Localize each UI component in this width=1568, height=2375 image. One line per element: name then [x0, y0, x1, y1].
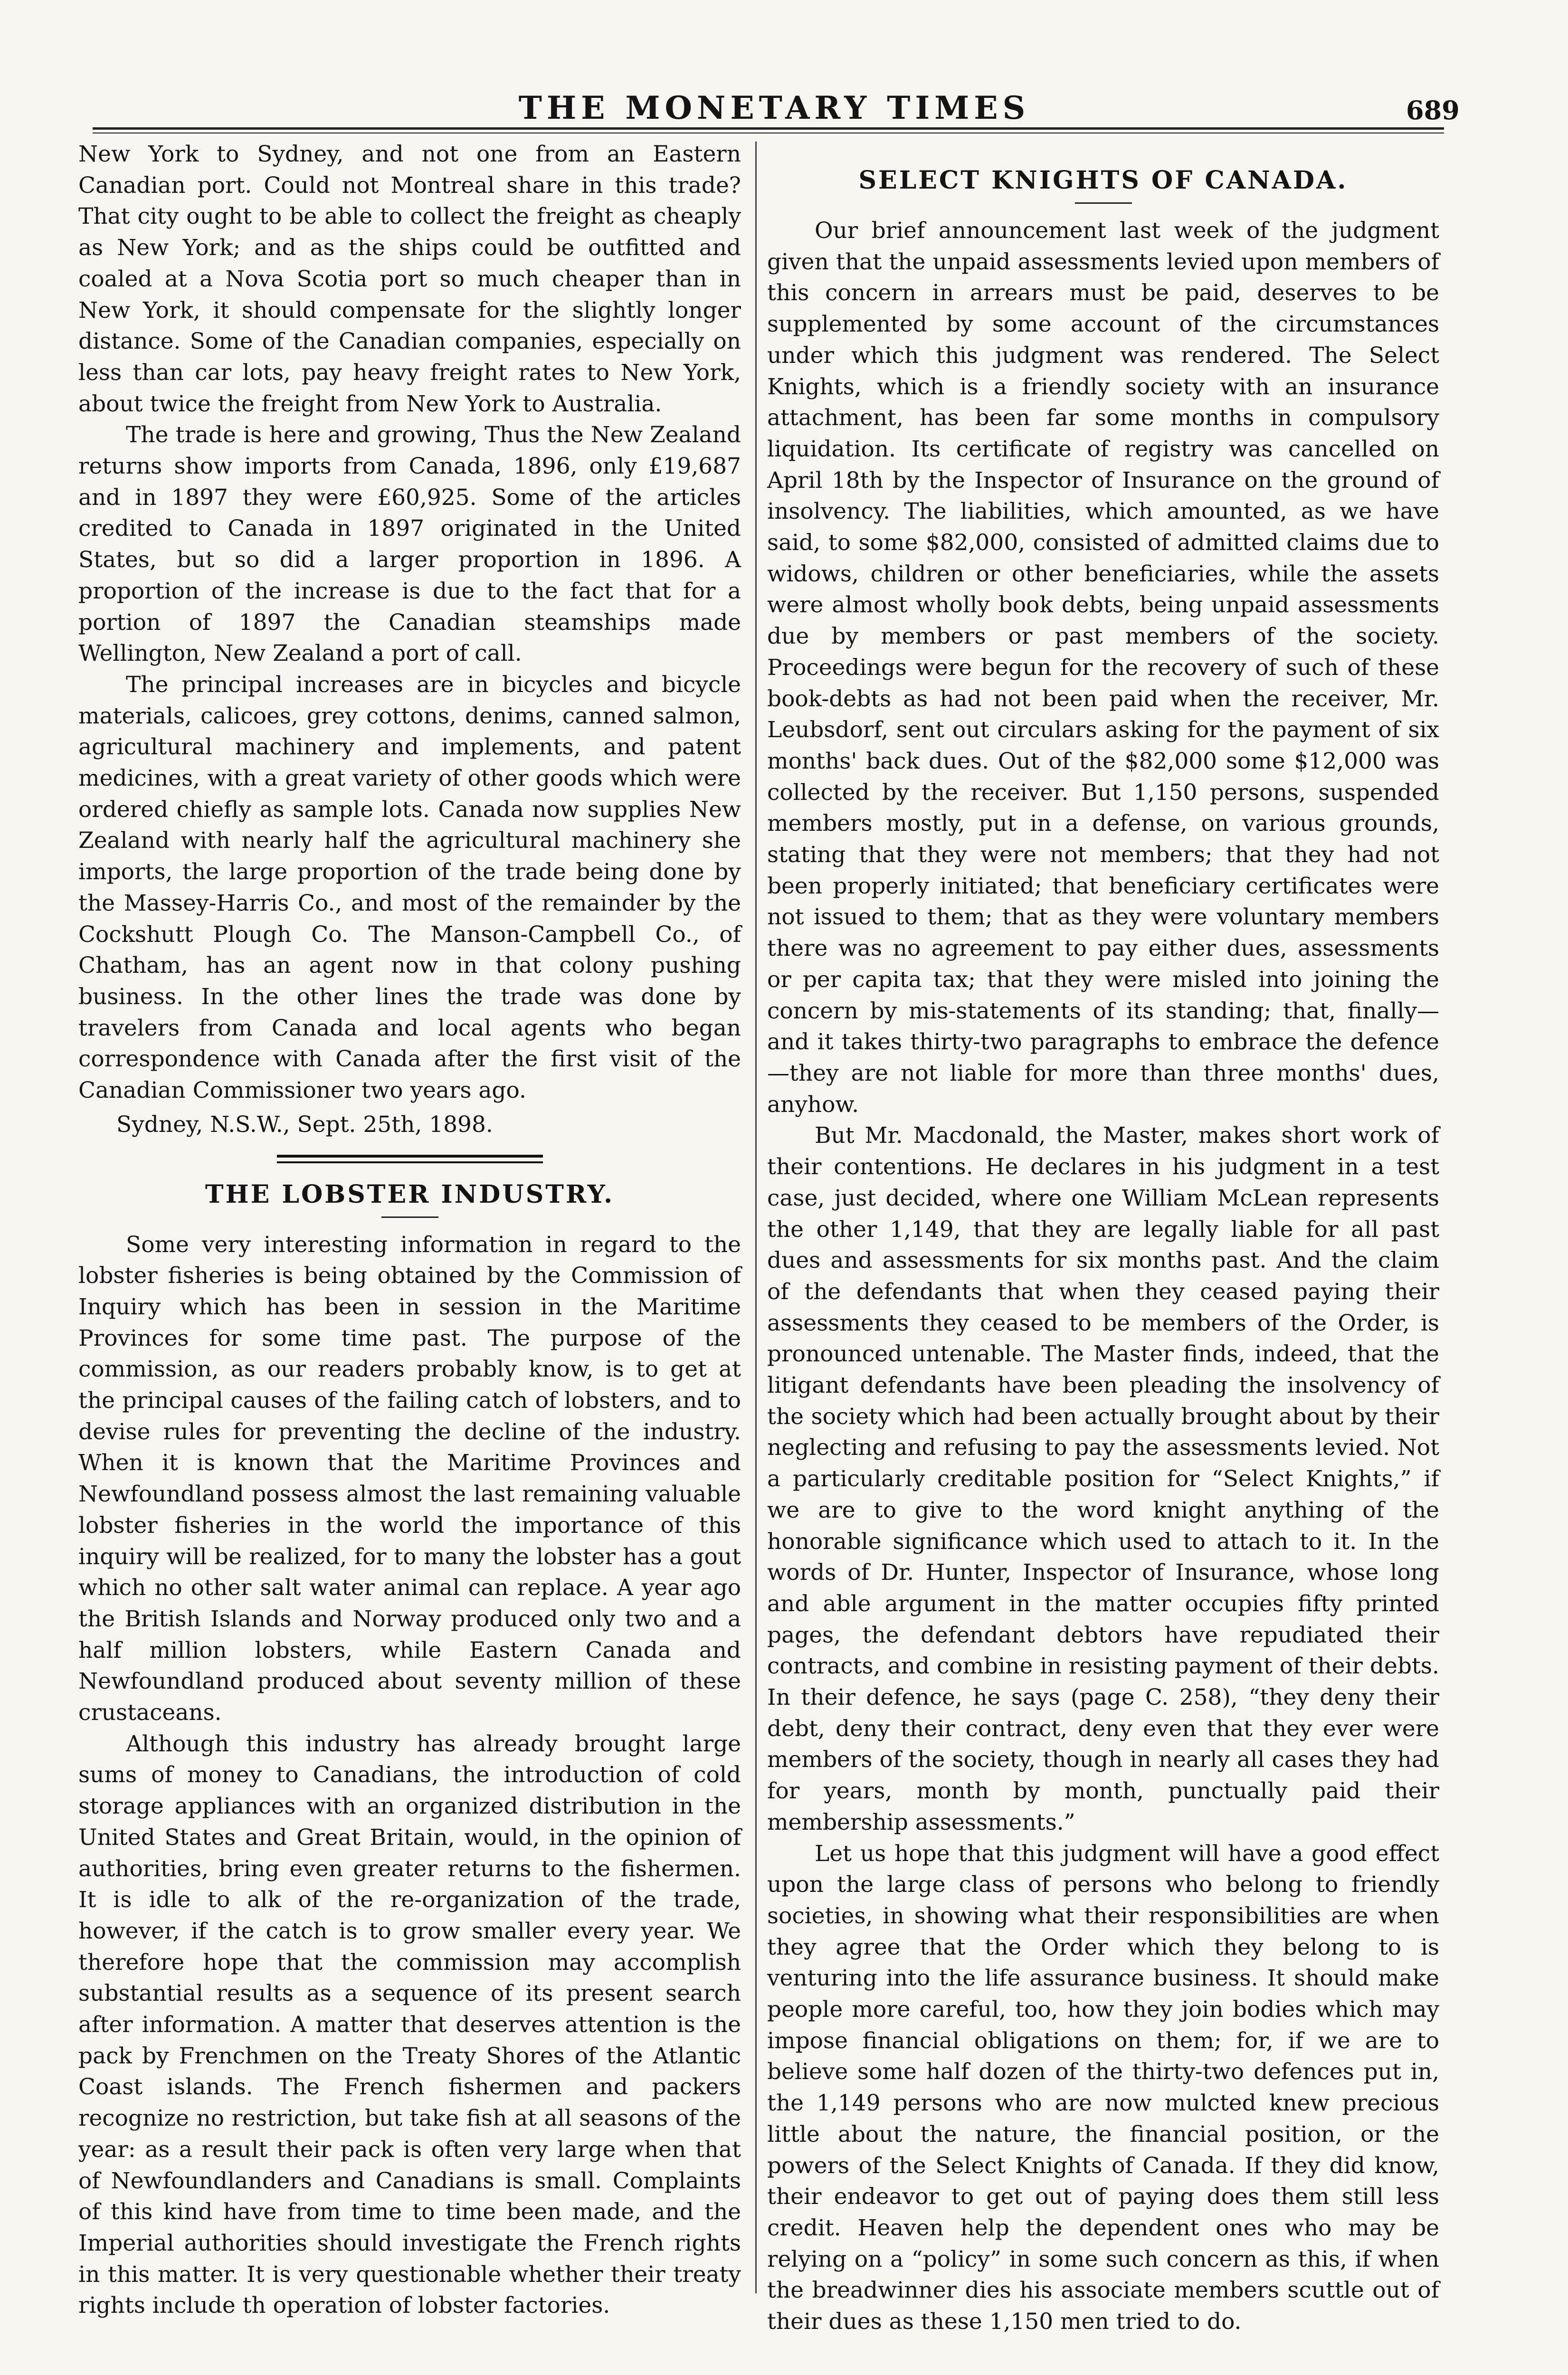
page-number: 689: [1406, 95, 1460, 125]
select-knights-section-title: SELECT KNIGHTS OF CANADA.: [858, 166, 1348, 195]
section-double-rule: [277, 1155, 543, 1163]
article-paragraph: Our brief announcement last week of the judgment given that the unpaid assessments levied upon members of this concern in arrears must be paid, deserves to be supplemented by some account of the circumstances under which this judgment was rendered. The Select Knights, which is a friendly society with an insurance attachment, has been far some months in compulsory liquidation. Its certificate of registry was cancelled on April 18th by the Inspector of Insurance on the ground of insolvency. The liabilities, which amounted, as we have said, to some $82,000, consisted of admitted claims due to widows, children or other beneficiaries, while the assets were almost wholly book debts, being unpaid assessments due by members or past members of the society. Proceedings were begun for the recovery of such of these book-debts as had not been paid when the receiver, Mr. Leubsdorf, sent out circulars asking for the payment of six months' back dues. Out of the $82,000 some $12,000 was collected by the receiver. But 1,150 persons, suspended members mostly, put in a defense, on various grounds, stating that they were not members; that they had not been properly initiated; that beneficiary certificates were not issued to them; that as they were voluntary members there was no agreement to pay either dues, assessments or per capita tax; that they were misled into joining the concern by mis-statements of its standing; that, finally—and it takes thirty-two paragraphs to embrace the defence—they are not liable for more than three months' dues, anyhow.: [767, 218, 1439, 1118]
title-short-rule: [381, 1216, 438, 1218]
article-paragraph: Although this industry has already brought large sums of money to Canadians, the introduction of cold storage appliances with an organized distribution in the United States and Great Britain, would, in the opinion of authorities, bring even greater returns to the fishermen. It is idle to alk of the re-organization of the trade, however, if the catch is to grow smaller every year. We therefore hope that the commission may accomplish substantial results as a sequence of its present search after information. A matter that deserves attention is the pack by Frenchmen on the Treaty Shores of the Atlantic Coast islands. The French fishermen and packers recognize no restriction, but take fish at all seasons of the year: as a result their pack is often very large when that of Newfoundlanders and Canadians is small. Complaints of this kind have from time to time been made, and the Imperial authorities should investigate the French rights in this matter. It is very questionable whether their treaty rights include th operation of lobster factories.: [78, 1730, 741, 2319]
article-signoff: Sydney, N.S.W., Sept. 25th, 1898.: [116, 1111, 493, 1138]
article-paragraph: New York to Sydney, and not one from an Eastern Canadian port. Could not Montreal share in this trade? That city ought to be able to collect the freight as cheaply as New York; and as the ships could be outfitted and coaled at a Nova Scotia port so much cheaper than in New York, it should compensate for the slightly longer distance. Some of the Canadian companies, especially on less than car lots, pay heavy freight rates to New York, about twice the freight from New York to Australia.: [78, 141, 741, 417]
right-column: [767, 139, 1439, 2337]
article-paragraph: Let us hope that this judgment will have a good effect upon the large class of persons who belong to friendly societies, in showing what their responsibilities are when they agree that the Order which they belong to is venturing into the life assurance business. It should make people more careful, too, how they join bodies which may impose financial obligations on them; for, if we are to believe some half dozen of the thirty-two defences put in, the 1,149 persons who are now mulcted knew precious little about the nature, the financial position, or the powers of the Select Knights of Canada. If they did know, their endeavor to get out of paying does them still less credit. Heaven help the dependent ones who may be relying on a “policy” in some such concern as this, if when the breadwinner dies his associate members scuttle out of their dues as these 1,150 men tried to do.: [767, 1840, 1439, 2335]
article-paragraph: Some very interesting information in regard to the lobster fisheries is being obtained by the Commission of Inquiry which has been in session in the Maritime Provinces for some time past. The purpose of the commission, as our readers probably know, is to get at the principal causes of the failing catch of lobsters, and to devise rules for preventing the decline of the industry. When it is known that the Maritime Provinces and Newfoundland possess almost the last remaining valuable lobster fisheries in the world the importance of this inquiry will be realized, for to many the lobster has a gout which no other salt water animal can replace. A year ago the British Islands and Norway produced only two and a half million lobsters, while Eastern Canada and Newfoundland produced about seventy million of these crustaceans.: [78, 1231, 741, 1726]
article-paragraph: The principal increases are in bicycles and bicycle materials, calicoes, grey cottons, denims, canned salmon, agricultural machinery and implements, and patent medicines, with a great variety of other goods which were ordered chiefly as sample lots. Canada now supplies New Zealand with nearly half the agricultural machinery she imports, the large proportion of the trade being done by the Massey-Harris Co., and most of the remainder by the Cockshutt Plough Co. The Manson-Campbell Co., of Chatham, has an agent now in that colony pushing business. In the other lines the trade was done by travelers from Canada and local agents who began correspondence with Canada after the first visit of the Canadian Commissioner two years ago.: [78, 671, 741, 1104]
title-short-rule: [1075, 202, 1132, 204]
article-paragraph: The trade is here and growing, Thus the New Zealand returns show imports from Canada, 1896, only £19,687 and in 1897 they were £60,925. Some of the articles credited to Canada in 1897 originated in the United States, but so did a larger proportion in 1896. A proportion of the increase is due to the fact that for a portion of 1897 the Canadian steamships made Wellington, New Zealand a port of call.: [78, 422, 741, 667]
left-column: [78, 139, 741, 2321]
masthead-title: THE MONETARY TIMES: [518, 89, 1030, 126]
column-divider: [755, 142, 757, 2293]
header-rule: [93, 127, 1444, 133]
article-paragraph: But Mr. Macdonald, the Master, makes short work of their contentions. He declares in his judgment in a test case, just decided, where one William McLean represents the other 1,149, that they are legally liable for all past dues and assessments for six months past. And the claim of the defendants that when they ceased paying their assessments they ceased to be members of the Order, is pronounced untenable. The Master finds, indeed, that the litigant defendants have been pleading the insolvency of the society which had been actually brought about by their neglecting and refusing to pay the assessments levied. Not a particularly creditable position for “Select Knights,” if we are to give to the word knight anything of the honorable significance which used to attach to it. In the words of Dr. Hunter, Inspector of Insurance, whose long and able argument in the matter occupies fifty printed pages, the defendant debtors have repudiated their contracts, and combine in resisting payment of their debts. In their defence, he says (page C. 258), “they deny their debt, deny their contract, deny even that they ever were members of the society, though in nearly all cases they had for years, month by month, punctually paid their membership assessments.”: [767, 1122, 1439, 1835]
lobster-section-title: THE LOBSTER INDUSTRY.: [205, 1179, 615, 1209]
